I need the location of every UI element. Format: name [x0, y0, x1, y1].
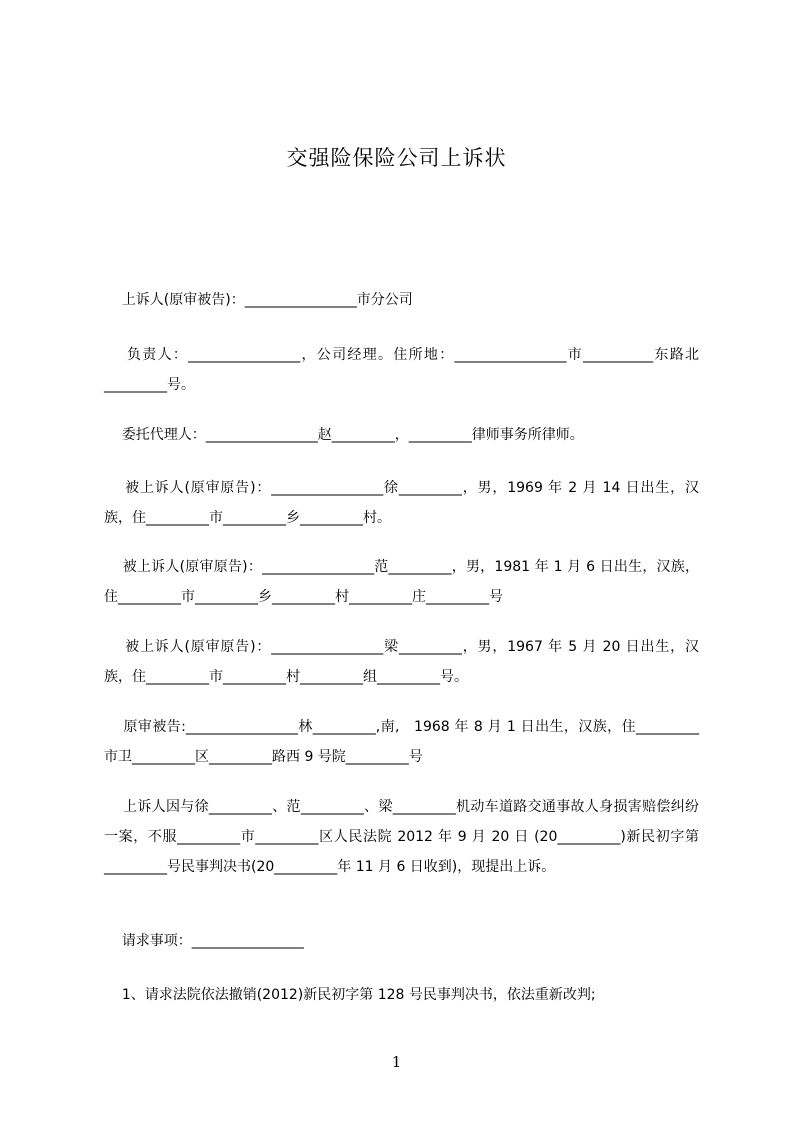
appellant-paragraph: 上诉人(原审被告)：________________市分公司 — [104, 292, 413, 308]
case-statement-paragraph: 上诉人因与徐_________、范_________、梁_________机动车道路交通事故人身损害赔偿纠纷一案，不服_________市_________区人民法院 2012 年 9 月 20 日 (20_________)新民初字第_________号民事判决书(20_________年 11 月 6 日收到)，现提出上诉。 — [104, 799, 699, 875]
original-defendant-paragraph: 原审被告:________________林_________,南, 1968 年 8 月 1 日出生，汉族，住_________市卫_________区_________路西 9 号院_________号 — [104, 719, 699, 765]
responsible-person-paragraph: 负责人：________________，公司经理。住所地：________________市__________东路北_________号。 — [104, 347, 699, 393]
appellee-fan-paragraph: 被上诉人(原审原告)：________________范_________，男，1981 年 1 月 6 日出生，汉族，住_________市_________乡_________村_________庄_________号 — [104, 559, 699, 605]
page-number: 1 — [391, 1053, 402, 1071]
appellee-liang-paragraph: 被上诉人(原审原告)：________________梁_________，男，1967 年 5 月 20 日出生，汉族，住_________市_________村_________组_________号。 — [104, 639, 699, 685]
agent-paragraph: 委托代理人：________________赵_________，_________律师事务所律师。 — [104, 427, 584, 443]
claims-heading-paragraph: 请求事项：________________ — [104, 933, 304, 949]
document-title: 交强险保险公司上诉状 — [286, 146, 507, 170]
appellee-xu-paragraph: 被上诉人(原审原告)：________________徐_________，男，1969 年 2 月 14 日出生，汉族，住_________市_________乡_________村。 — [104, 480, 699, 526]
claim-item-1: 1、请求法院依法撤销(2012)新民初字第 128 号民事判决书，依法重新改判; — [104, 987, 596, 1003]
